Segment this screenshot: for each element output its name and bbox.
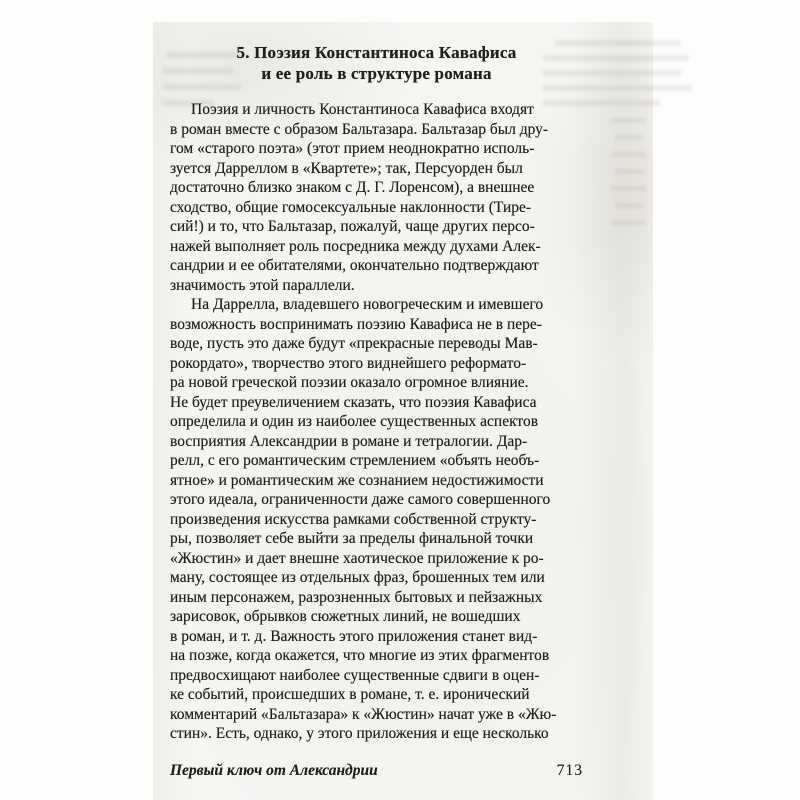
text-line: на позже, когда окажется, что многие из этих фрагментов xyxy=(170,647,550,664)
text-line: На Даррелла, владевшего новогреческим и имевшего xyxy=(191,296,544,313)
text-line: стин». Есть, однако, у этого приложения и еще несколько xyxy=(170,725,549,742)
page-number: 713 xyxy=(556,762,583,779)
text-line: этого идеала, ограниченности даже самого совершенного xyxy=(170,491,551,508)
text-line: гом «старого поэта» (этот прием неоднократно исполь- xyxy=(170,140,535,157)
text-line: ке событий, происшедших в романе, т. е. иронический xyxy=(170,686,530,703)
running-title: Первый ключ от Александрии xyxy=(170,762,378,779)
section-heading-line-2: и ее роль в структуре романа xyxy=(261,64,492,83)
section-heading xyxy=(170,42,583,84)
text-line: рокордато», творчество этого виднейшего реформато- xyxy=(170,354,527,372)
text-line: комментарий «Бальтазара» к «Жюстин» начат уже в «Жю- xyxy=(170,705,557,723)
text-line: в роман, и т. д. Важность этого приложения станет вид- xyxy=(170,627,538,645)
text-line: нажей выполняет роль посредника между духами Алек- xyxy=(170,237,541,255)
text-line: достаточно близко знаком с Д. Г. Лоренсом), а внешнее xyxy=(170,179,535,196)
text-line: произведения искусства рамками собственной структу- xyxy=(170,510,537,528)
text-line: определила и один из наиболее существенных аспектов xyxy=(170,413,539,430)
text-line: значимость этой параллели. xyxy=(170,276,355,294)
text-line: Поэзия и личность Константиноса Кавафиса входят xyxy=(191,101,534,118)
page-footer xyxy=(170,762,583,780)
text-line: зуется Дарреллом в «Квартете»; так, Персуорден был xyxy=(170,159,523,177)
text-line: восприятия Александрии в романе и тетралогии. Дар- xyxy=(170,432,528,450)
text-line: релл, с его романтическим стремлением «объять необъ- xyxy=(170,452,540,469)
bleed-through-text-right-margin xyxy=(611,118,649,237)
text-line: ры, позволяет себе выйти за пределы финальной точки xyxy=(170,530,534,547)
text-line: возможность воспринимать поэзию Кавафиса не в пере- xyxy=(170,315,542,333)
text-line: ра новой греческой поэзии оказало огромное влияние. xyxy=(170,374,529,391)
text-line: сандрии и ее обитателями, окончательно подтверждают xyxy=(170,257,539,274)
text-line: ятное» и романтическим же сознанием недостижимости xyxy=(170,471,544,489)
body-text xyxy=(170,100,583,744)
text-line: Не будет преувеличением сказать, что поэзия Кавафиса xyxy=(170,393,537,411)
section-heading-line-1: 5. Поэзия Константиноса Кавафиса xyxy=(236,43,517,62)
text-block xyxy=(170,42,583,744)
text-line: предвосхищают наиболее существенные сдвиги в оцен- xyxy=(170,666,540,684)
text-line: сий!) и то, что Бальтазар, пожалуй, чаще других персо- xyxy=(170,218,535,235)
text-line: в роман вместе с образом Бальтазара. Бальтазар был дру- xyxy=(170,120,549,138)
text-line: ману, состоящее из отдельных фраз, брошенных тем или xyxy=(170,569,545,586)
text-line: иным персонажем, разрозненных бытовых и пейзажных xyxy=(170,588,543,606)
text-line: «Жюстин» и дает внешне хаотическое приложение к ро- xyxy=(170,549,544,567)
text-line: сходство, общие гомосексуальные наклонности (Тире- xyxy=(170,198,532,216)
text-line: зарисовок, обрывков сюжетных линий, не вошедших xyxy=(170,608,521,625)
text-line: воде, пусть это даже будут «прекрасные переводы Мав- xyxy=(170,335,538,352)
